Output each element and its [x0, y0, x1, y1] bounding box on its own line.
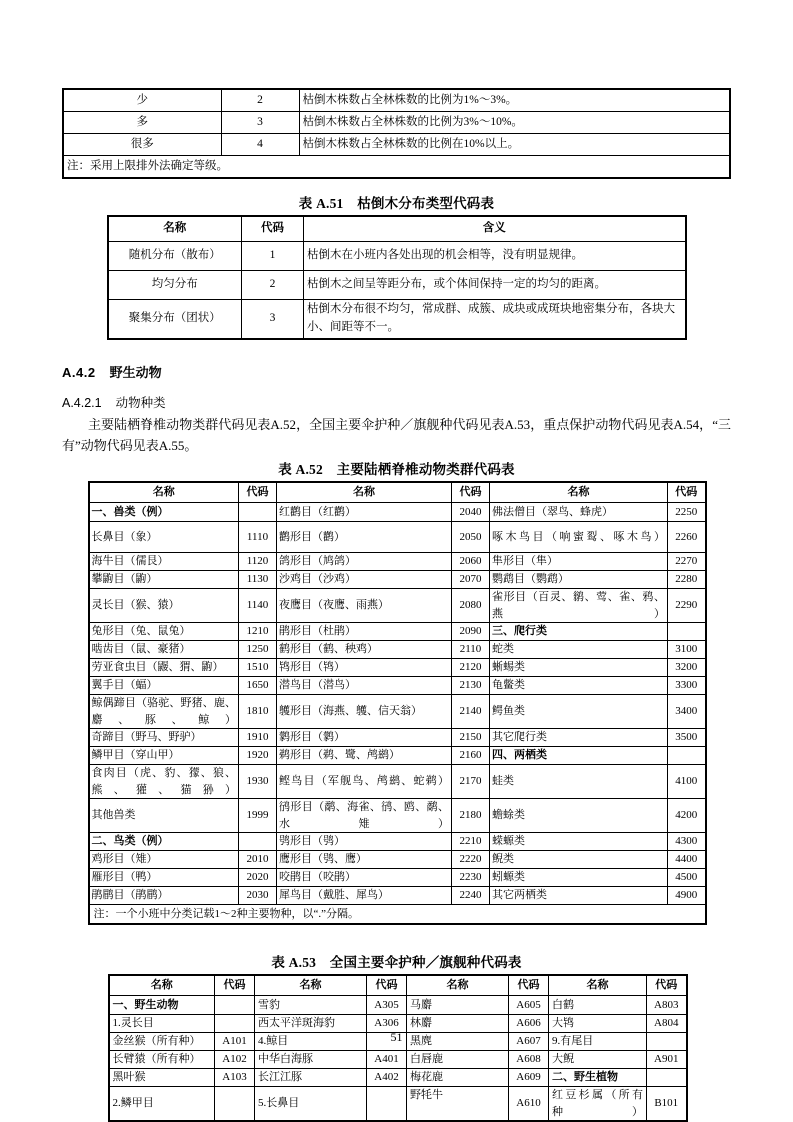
cell-name-3: 黑麂	[407, 1033, 509, 1051]
cell-code-1: A101	[215, 1033, 255, 1051]
heading-a421-number: A.4.2.1	[62, 396, 102, 410]
cell-name: 均匀分布	[108, 271, 242, 300]
table-row	[63, 134, 730, 156]
table-a53	[108, 974, 688, 1122]
cell-name-2: 鹈形目（鹈、鹭、鸬鹚）	[277, 747, 452, 765]
cell-code-1	[215, 1087, 255, 1122]
cell-code-1: 1810	[239, 695, 277, 729]
cell-code: 3	[242, 300, 304, 340]
cell-code-2: 2150	[452, 729, 490, 747]
cell-code-3: 2270	[668, 553, 706, 571]
cell-name-2: 鹰形目（鸮、鹰）	[277, 851, 452, 869]
cell-code-1: A103	[215, 1069, 255, 1087]
table-row	[89, 659, 706, 677]
cell-code-1: 2010	[239, 851, 277, 869]
cell-code-2: 2080	[452, 589, 490, 623]
table-row	[89, 695, 706, 729]
column-header-code-3: 代码	[668, 482, 706, 503]
column-header-code: 代码	[242, 216, 304, 242]
cell-name-1: 黑叶猴	[109, 1069, 215, 1087]
table-note: 注：一个小班中分类记载1～2种主要物种，以“.”分隔。	[89, 905, 706, 925]
column-header-name-2: 名称	[255, 975, 367, 996]
column-header-name-3: 名称	[407, 975, 509, 996]
column-header-code-1: 代码	[215, 975, 255, 996]
cell-code-3: A607	[509, 1033, 549, 1051]
table-row	[63, 112, 730, 134]
cell-name-1: 金丝猴（所有种）	[109, 1033, 215, 1051]
cell-code-1: 1999	[239, 799, 277, 833]
cell-name-3: 野牦牛	[407, 1087, 509, 1122]
cell-name-1: 长臂猿（所有种）	[109, 1051, 215, 1069]
cell-code-3: 2250	[668, 503, 706, 522]
cell-name-2: 鹱形目（海燕、鹱、信天翁）	[277, 695, 452, 729]
cell-code-2: 2130	[452, 677, 490, 695]
column-header-meaning: 含义	[304, 216, 686, 242]
cell-code-3: 4400	[668, 851, 706, 869]
cell-code-3: 3100	[668, 641, 706, 659]
table-row	[109, 1069, 687, 1087]
cell-name-3: 林麝	[407, 1015, 509, 1033]
cell-code-2: 2120	[452, 659, 490, 677]
heading-a421-title: 动物种类	[115, 396, 166, 410]
cell-name-1: 雁形目（鸭）	[89, 869, 239, 887]
cell-name-1: 攀鼩目（鼩）	[89, 571, 239, 589]
cell-meaning: 枯倒木在小班内各处出现的机会相等，没有明显规律。	[304, 242, 686, 271]
cell-code-3: 2280	[668, 571, 706, 589]
cell-name-2: 雪豹	[255, 996, 367, 1015]
cell-code-4: B101	[647, 1087, 687, 1122]
cell-meaning: 枯倒木株数占全林株数的比例在10%以上。	[299, 134, 730, 156]
cell-code-3: A605	[509, 996, 549, 1015]
cell-code-3: 4200	[668, 799, 706, 833]
cell-name-1: 二、鸟类（例）	[89, 833, 239, 851]
cell-name-3: 佛法僧目（翠鸟、蜂虎）	[490, 503, 668, 522]
cell-name: 少	[63, 89, 221, 112]
caption-table-a51: 表 A.51 枯倒木分布类型代码表	[298, 196, 495, 211]
cell-name-1: 翼手目（蝠）	[89, 677, 239, 695]
table-row	[89, 589, 706, 623]
page-number: 51	[390, 1030, 403, 1044]
table-header-row	[108, 216, 686, 242]
table-a52	[88, 481, 707, 925]
cell-name-1: 一、野生动物	[109, 996, 215, 1015]
cell-name-3: 鹦鹉目（鹦鹉）	[490, 571, 668, 589]
table-row	[89, 522, 706, 553]
cell-name-2: 鹤形目（鹤、秧鸡）	[277, 641, 452, 659]
cell-code-2: 2090	[452, 623, 490, 641]
caption-table-a52: 表 A.52 主要陆栖脊椎动物类群代码表	[278, 462, 515, 478]
cell-name-2: 潜鸟目（潜鸟）	[277, 677, 452, 695]
cell-name-2: 鸮形目（鸮）	[277, 833, 452, 851]
cell-name-2: 咬鹃目（咬鹃）	[277, 869, 452, 887]
table-row	[89, 641, 706, 659]
table-row	[109, 996, 687, 1015]
cell-code-2: 2060	[452, 553, 490, 571]
cell-code-3: 4500	[668, 869, 706, 887]
cell-name-1: 长鼻目（象）	[89, 522, 239, 553]
cell-name-2: 鸽形目（鸠鸽）	[277, 553, 452, 571]
cell-code-2: 2140	[452, 695, 490, 729]
cell-name-3: 龟鳖类	[490, 677, 668, 695]
column-header-name-1: 名称	[109, 975, 215, 996]
cell-code-3: 3400	[668, 695, 706, 729]
cell-code: 2	[221, 89, 299, 112]
cell-name-3: 鳄鱼类	[490, 695, 668, 729]
cell-name-3: 雀形目（百灵、鹟、莺、雀、鸦、燕）	[490, 589, 668, 623]
table-row	[89, 799, 706, 833]
cell-name-3: 梅花鹿	[407, 1069, 509, 1087]
cell-name: 聚集分布（团状）	[108, 300, 242, 340]
column-header-name: 名称	[108, 216, 242, 242]
table-a51	[107, 215, 687, 340]
cell-code-3: 3200	[668, 659, 706, 677]
cell-code-2	[367, 1087, 407, 1122]
table-header-row	[109, 975, 687, 996]
cell-name-3: 鲵类	[490, 851, 668, 869]
cell-code-1: 1140	[239, 589, 277, 623]
cell-meaning: 枯倒木分布很不均匀，常成群、成簇、成块或成斑块地密集分布，各块大小、间距等不一。	[304, 300, 686, 340]
cell-code-4: A901	[647, 1051, 687, 1069]
table-row	[89, 887, 706, 905]
column-header-name-3: 名称	[490, 482, 668, 503]
cell-code-2: A402	[367, 1069, 407, 1087]
table-row	[89, 553, 706, 571]
table-row	[108, 271, 686, 300]
cell-code-2: 2170	[452, 765, 490, 799]
column-header-name-4: 名称	[549, 975, 647, 996]
table-a50-continuation	[62, 88, 731, 179]
cell-name-3: 白唇鹿	[407, 1051, 509, 1069]
cell-name-1: 鲸偶蹄目（骆驼、野猪、鹿、麝、豚、鲸）	[89, 695, 239, 729]
column-header-code-2: 代码	[367, 975, 407, 996]
cell-code-1: 1910	[239, 729, 277, 747]
cell-code-3: A610	[509, 1087, 549, 1122]
cell-name-1: 1.灵长目	[109, 1015, 215, 1033]
cell-name-3: 蝾螈类	[490, 833, 668, 851]
cell-code-1	[239, 503, 277, 522]
cell-code-3: 3300	[668, 677, 706, 695]
table-note-row	[63, 156, 730, 179]
cell-code-3: A609	[509, 1069, 549, 1087]
cell-code-2: 2040	[452, 503, 490, 522]
cell-code-1: 1110	[239, 522, 277, 553]
cell-name-2: 鸨形目（鸨）	[277, 659, 452, 677]
cell-code: 1	[242, 242, 304, 271]
caption-table-a53: 表 A.53 全国主要伞护种／旗舰种代码表	[271, 955, 522, 971]
table-note: 注：采用上限排外法确定等级。	[63, 156, 730, 179]
paragraph-a421: 主要陆栖脊椎动物类群代码见表A.52，全国主要伞护种／旗舰种代码见表A.53，重点保护动物代码见表A.54，“三有”动物代码见表A.55。	[62, 417, 731, 454]
cell-code: 3	[221, 112, 299, 134]
heading-a42	[62, 362, 731, 381]
cell-code-1	[215, 996, 255, 1015]
table-row	[108, 300, 686, 340]
cell-name: 多	[63, 112, 221, 134]
cell-code-2: 2160	[452, 747, 490, 765]
cell-code-3: A608	[509, 1051, 549, 1069]
table-row	[89, 833, 706, 851]
cell-code-3: 2260	[668, 522, 706, 553]
table-row	[89, 571, 706, 589]
cell-code-1: 1210	[239, 623, 277, 641]
cell-name-1: 2.鳞甲目	[109, 1087, 215, 1122]
cell-name-1: 食肉目（虎、豹、獴、狼、熊、獾、猫狲）	[89, 765, 239, 799]
cell-name-2: 5.长鼻目	[255, 1087, 367, 1122]
cell-name-2: 鹳形目（鹳）	[277, 522, 452, 553]
cell-code-1: 1650	[239, 677, 277, 695]
table-row	[109, 1087, 687, 1122]
cell-meaning: 枯倒木株数占全林株数的比例为3%～10%。	[299, 112, 730, 134]
cell-name-1: 鸡形目（雉）	[89, 851, 239, 869]
cell-code-1: 1130	[239, 571, 277, 589]
cell-name-4: 二、野生植物	[549, 1069, 647, 1087]
table-row	[89, 765, 706, 799]
cell-code-3: A606	[509, 1015, 549, 1033]
cell-name-2: 4.鲸目	[255, 1033, 367, 1051]
cell-code-2: 2220	[452, 851, 490, 869]
cell-name-2: 西太平洋斑海豹	[255, 1015, 367, 1033]
cell-name-2: 鸻形目（鹬、海雀、鸻、鸥、鹬、水雉）	[277, 799, 452, 833]
cell-code-2: 2050	[452, 522, 490, 553]
cell-code-2: A306	[367, 1015, 407, 1033]
cell-name-4: 大鸨	[549, 1015, 647, 1033]
cell-name-1: 一、兽类（例）	[89, 503, 239, 522]
page-content	[62, 88, 731, 1122]
column-header-code-3: 代码	[509, 975, 549, 996]
cell-name-3: 隼形目（隼）	[490, 553, 668, 571]
cell-code-3	[668, 623, 706, 641]
cell-code-1: A102	[215, 1051, 255, 1069]
cell-name-1: 其他兽类	[89, 799, 239, 833]
table-row	[89, 503, 706, 522]
table-row	[89, 869, 706, 887]
cell-code-1: 1120	[239, 553, 277, 571]
cell-code-2: A401	[367, 1051, 407, 1069]
table-row	[63, 89, 730, 112]
cell-name-1: 鳞甲目（穿山甲）	[89, 747, 239, 765]
heading-a42-title: 野生动物	[109, 365, 162, 380]
cell-code-3: 2290	[668, 589, 706, 623]
cell-code-1: 2020	[239, 869, 277, 887]
cell-meaning: 枯倒木株数占全林株数的比例为1%～3%。	[299, 89, 730, 112]
cell-name-3: 蛇类	[490, 641, 668, 659]
cell-name-1: 海牛目（儒艮）	[89, 553, 239, 571]
cell-name: 很多	[63, 134, 221, 156]
cell-code-1: 1920	[239, 747, 277, 765]
cell-name-4: 白鹤	[549, 996, 647, 1015]
cell-code-3: 4900	[668, 887, 706, 905]
cell-name-3: 其它两栖类	[490, 887, 668, 905]
table-row	[109, 1051, 687, 1069]
cell-name-1: 奇蹄目（野马、野驴）	[89, 729, 239, 747]
cell-name-2: 夜鹰目（夜鹰、雨燕）	[277, 589, 452, 623]
cell-code-2: 2240	[452, 887, 490, 905]
cell-name-4: 红豆杉属（所有种）	[549, 1087, 647, 1122]
cell-name-2: 中华白海豚	[255, 1051, 367, 1069]
cell-name-2: 鹃形目（杜鹃）	[277, 623, 452, 641]
cell-name-1: 兔形目（兔、鼠兔）	[89, 623, 239, 641]
cell-meaning: 枯倒木之间呈等距分布，或个体间保持一定的均匀的距离。	[304, 271, 686, 300]
cell-name-1: 灵长目（猴、猿）	[89, 589, 239, 623]
cell-name-3: 马麝	[407, 996, 509, 1015]
cell-name-1: 啮齿目（鼠、豪猪）	[89, 641, 239, 659]
cell-name-1: 鹃鹛目（鹃鹛）	[89, 887, 239, 905]
column-header-name-2: 名称	[277, 482, 452, 503]
cell-name-4: 9.有尾目	[549, 1033, 647, 1051]
cell-name-3: 蟾蜍类	[490, 799, 668, 833]
cell-name-2: 红鹳目（红鹳）	[277, 503, 452, 522]
cell-code-2: 2210	[452, 833, 490, 851]
table-row	[89, 729, 706, 747]
table-row	[108, 242, 686, 271]
cell-code-3	[668, 747, 706, 765]
table-header-row	[89, 482, 706, 503]
table-note-row	[89, 905, 706, 925]
cell-code-2: 2070	[452, 571, 490, 589]
cell-name-3: 其它爬行类	[490, 729, 668, 747]
column-header-code-2: 代码	[452, 482, 490, 503]
cell-code-2: 2180	[452, 799, 490, 833]
cell-name-3: 啄木鸟目（响蜜䴕、啄木鸟）	[490, 522, 668, 553]
cell-code-1: 1250	[239, 641, 277, 659]
table-row	[89, 851, 706, 869]
cell-code-3: 3500	[668, 729, 706, 747]
cell-code-1	[239, 833, 277, 851]
cell-code-2: 2110	[452, 641, 490, 659]
cell-code: 2	[242, 271, 304, 300]
cell-code-1: 1510	[239, 659, 277, 677]
cell-name-3: 蚓螈类	[490, 869, 668, 887]
column-header-code-1: 代码	[239, 482, 277, 503]
cell-code: 4	[221, 134, 299, 156]
table-row	[89, 623, 706, 641]
cell-name-2: 鲣鸟目（军舰鸟、鸬鹚、蛇鹈）	[277, 765, 452, 799]
cell-code-2: 2230	[452, 869, 490, 887]
cell-name-3: 蜥蜴类	[490, 659, 668, 677]
cell-code-2: A305	[367, 996, 407, 1015]
cell-code-1: 2030	[239, 887, 277, 905]
cell-name-2: 犀鸟目（戴胜、犀鸟）	[277, 887, 452, 905]
cell-name-4: 大鲵	[549, 1051, 647, 1069]
cell-name-1: 劳亚食虫目（鼹、猬、鼩）	[89, 659, 239, 677]
cell-code-4: A803	[647, 996, 687, 1015]
cell-code-3: 4100	[668, 765, 706, 799]
cell-name-2: 长江江豚	[255, 1069, 367, 1087]
cell-code-4	[647, 1069, 687, 1087]
table-row	[89, 747, 706, 765]
cell-code-4: A804	[647, 1015, 687, 1033]
cell-name-3: 三、爬行类	[490, 623, 668, 641]
heading-a42-number: A.4.2	[62, 365, 96, 380]
cell-name: 随机分布（散布）	[108, 242, 242, 271]
column-header-code-4: 代码	[647, 975, 687, 996]
column-header-name-1: 名称	[89, 482, 239, 503]
cell-name-3: 蛙类	[490, 765, 668, 799]
heading-a421	[62, 393, 731, 411]
cell-code-1: 1930	[239, 765, 277, 799]
cell-name-2: 沙鸡目（沙鸡）	[277, 571, 452, 589]
table-row	[89, 677, 706, 695]
cell-name-2: 鹲形目（鹲）	[277, 729, 452, 747]
cell-code-3: 4300	[668, 833, 706, 851]
cell-name-3: 四、两栖类	[490, 747, 668, 765]
